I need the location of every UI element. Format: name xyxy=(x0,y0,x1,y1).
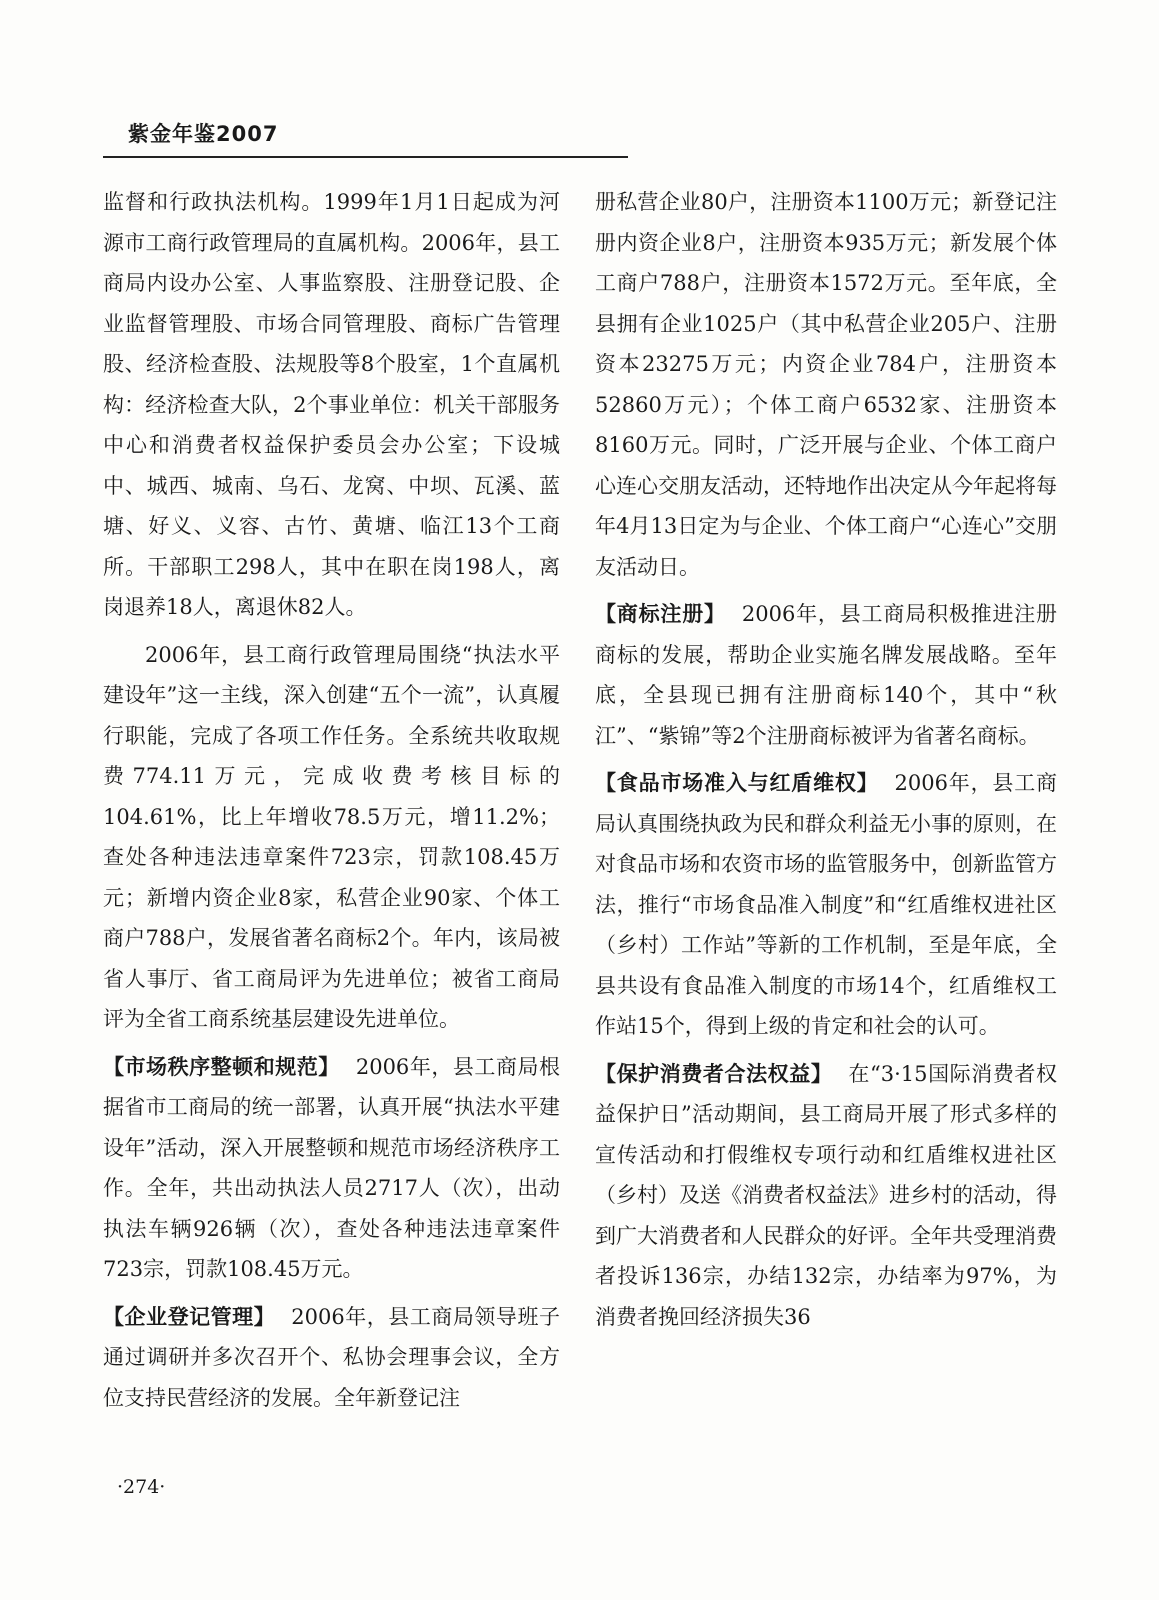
section-paragraph: 【商标注册】 2006年，县工商局积极推进注册商标的发展，帮助企业实施名牌发展战略。至年底，全县现已拥有注册商标140个，其中“秋江”、“紫锦”等2个注册商标被评为省著名商标。 xyxy=(595,602,1057,748)
paragraph: 2006年，县工商行政管理局围绕“执法水平建设年”这一主线，深入创建“五个一流”，认真履行职能，完成了各项工作任务。全系统共收取规费774.11万元，完成收费考核目标的104.61%，比上年增收78.5万元，增11.2%；查处各种违法违章案件723宗，罚款108.45万元；新增内资企业8家，私营企业90家、个体工商户788户，发展省著名商标2个。年内，该局被省人事厅、省工商局评为先进单位；被省工商局评为全省工商系统基层建设先进单位。 xyxy=(103,642,560,1031)
section-heading: 【商标注册】 xyxy=(595,602,726,626)
section-paragraph: 【企业登记管理】 2006年，县工商局领导班子通过调研并多次召开个、私协会理事会议，全方位支持民营经济的发展。全年新登记注 xyxy=(103,1304,560,1410)
right-column xyxy=(595,182,1057,1337)
section-heading: 【市场秩序整顿和规范】 xyxy=(103,1054,340,1079)
section-heading: 【保护消费者合法权益】 xyxy=(595,1061,833,1086)
section-heading: 【食品市场准入与红盾维权】 xyxy=(595,771,879,795)
page-number: ·274· xyxy=(117,1476,166,1498)
section-heading: 【企业登记管理】 xyxy=(103,1304,276,1329)
running-header: 紫金年鉴2007 xyxy=(128,122,279,146)
section-paragraph: 【食品市场准入与红盾维权】 2006年，县工商局认真围绕执政为民和群众利益无小事的原则，在对食品市场和农资市场的监管服务中，创新监管方法，推行“市场食品准入制度”和“红盾维权进社区（乡村）工作站”等新的工作机制，至是年底，全县共设有食品准入制度的市场14个，红盾维权工作站15个，得到上级的肯定和社会的认可。 xyxy=(595,771,1057,1038)
header-rule xyxy=(103,156,628,158)
section-paragraph: 【市场秩序整顿和规范】 2006年，县工商局根据省市工商局的统一部署，认真开展“执法水平建设年”活动，深入开展整顿和规范市场经济秩序工作。全年，共出动执法人员2717人（次），出动执法车辆926辆（次），查处各种违法违章案件723宗，罚款108.45万元。 xyxy=(103,1054,560,1281)
section-paragraph: 【保护消费者合法权益】 在“3·15国际消费者权益保护日”活动期间，县工商局开展了形式多样的宣传活动和打假维权专项行动和红盾维权进社区（乡村）及送《消费者权益法》进乡村的活动，得到广大消费者和人民群众的好评。全年共受理消费者投诉136宗，办结132宗，办结率为97%，为消费者挽回经济损失36 xyxy=(595,1061,1057,1329)
paragraph: 册私营企业80户，注册资本1100万元；新登记注册内资企业8户，注册资本935万元；新发展个体工商户788户，注册资本1572万元。至年底，全县拥有企业1025户（其中私营企业205户、注册资本23275万元；内资企业784户，注册资本52860万元）；个体工商户6532家、注册资本8160万元。同时，广泛开展与企业、个体工商户心连心交朋友活动，还特地作出决定从今年起将每年4月13日定为与企业、个体工商户“心连心”交朋友活动日。 xyxy=(595,190,1057,579)
left-column xyxy=(103,182,560,1418)
paragraph: 监督和行政执法机构。1999年1月1日起成为河源市工商行政管理局的直属机构。2006年，县工商局内设办公室、人事监察股、注册登记股、企业监督管理股、市场合同管理股、商标广告管理股、经济检查股、法规股等8个股室，1个直属机构：经济检查大队，2个事业单位：机关干部服务中心和消费者权益保护委员会办公室；下设城中、城西、城南、乌石、龙窝、中坝、瓦溪、蓝塘、好义、义容、古竹、黄塘、临江13个工商所。干部职工298人，其中在职在岗198人，离岗退养18人，离退休82人。 xyxy=(103,190,560,619)
